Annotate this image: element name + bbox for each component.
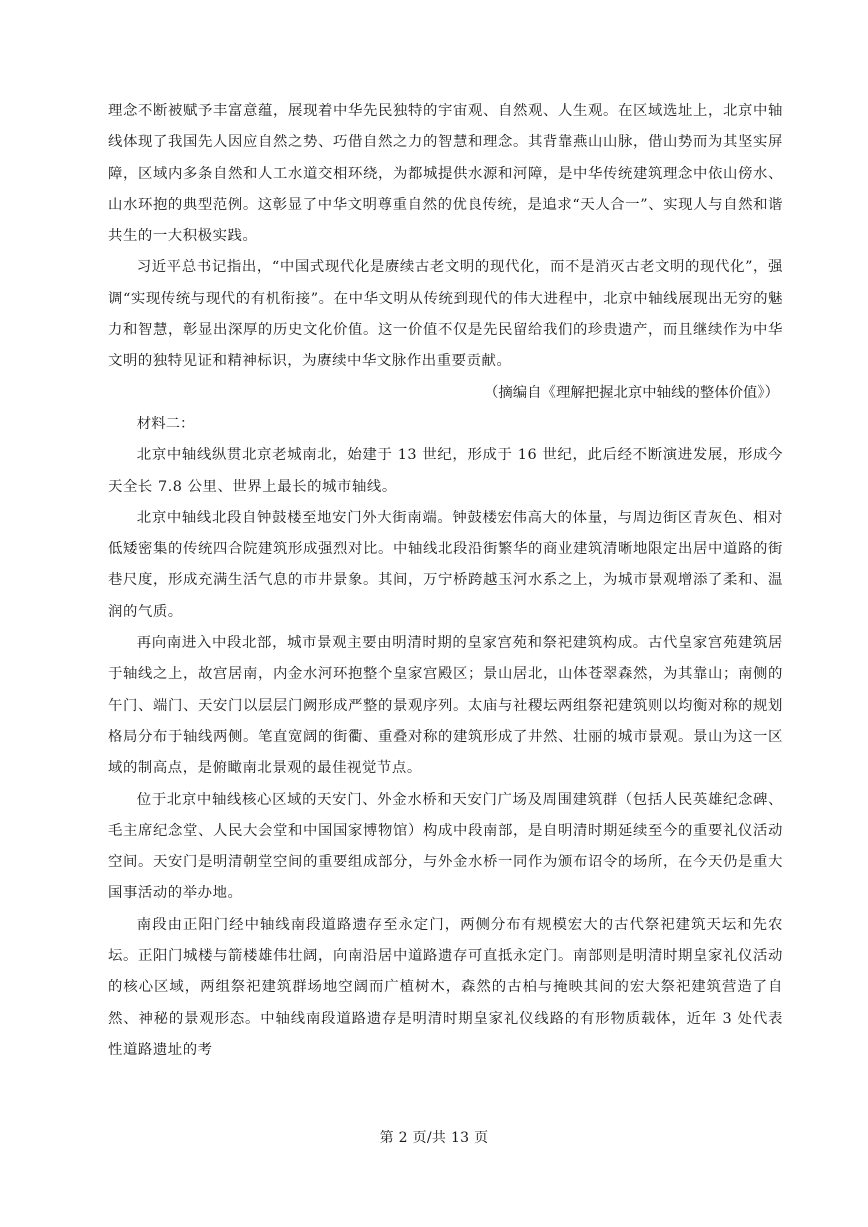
paragraph-4: 北京中轴线北段自钟鼓楼至地安门外大街南端。钟鼓楼宏伟高大的体量，与周边街区青灰色、相对低矮密集的传统四合院建筑形成强烈对比。中轴线北段沿街繁华的商业建筑清晰地限定出居中道路的街巷尺度，形成充满生活气息的市井景象。其间，万宁桥跨越玉河水系之上，为城市景观增添了柔和、温润的气质。 xyxy=(108,509,783,620)
article-body xyxy=(108,96,783,1066)
paragraph-7: 南段由正阳门经中轴线南段道路遗存至永定门，两侧分布有规模宏大的古代祭祀建筑天坛和先农坛。正阳门城楼与箭楼雄伟壮阔，向南沿居中道路遗存可直抵永定门。南部则是明清时期皇家礼仪活动的核心区域，两组祭祀建筑群场地空阔而广植树木，森然的古柏与掩映其间的宏大祭祀建筑营造了自然、神秘的景观形态。中轴线南段道路遗存是明清时期皇家礼仪线路的有形物质载体，近年 3 处代表性道路遗址的考 xyxy=(108,916,783,1058)
page-number: 第 2 页/共 13 页 xyxy=(379,1130,489,1146)
paragraph-2: 习近平总书记指出，“中国式现代化是赓续古老文明的现代化，而不是消灭古老文明的现代化”，强调“实现传统与现代的有机衔接”。在中华文明从传统到现代的伟大进程中，北京中轴线展现出无穷的魅力和智慧，彰显出深厚的历史文化价值。这一价值不仅是先民留给我们的珍贵遗产，而且继续作为中华文明的独特见证和精神标识，为赓续中华文脉作出重要贡献。 xyxy=(108,259,783,370)
paragraph-3: 北京中轴线纵贯北京老城南北，始建于 13 世纪，形成于 16 世纪，此后经不断演进发展，形成今天全长 7.8 公里、世界上最长的城市轴线。 xyxy=(108,447,783,495)
source-citation: （摘编自《理解把握北京中轴线的整体价值》） xyxy=(483,384,779,401)
page-footer xyxy=(0,1127,868,1147)
paragraph-6: 位于北京中轴线核心区域的天安门、外金水桥和天安门广场及周围建筑群（包括人民英雄纪念碑、毛主席纪念堂、人民大会堂和中国国家博物馆）构成中段南部，是自明清时期延续至今的重要礼仪活动空间。天安门是明清朝堂空间的重要组成部分，与外金水桥一同作为颁布诏令的场所，在今天仍是重大国事活动的举办地。 xyxy=(108,791,783,902)
material-label: 材料二： xyxy=(136,415,195,432)
paragraph-1: 理念不断被赋予丰富意蕴，展现着中华先民独特的宇宙观、自然观、人生观。在区域选址上，北京中轴线体现了我国先人因应自然之势、巧借自然之力的智慧和理念。其背靠燕山山脉，借山势而为其坚实屏障，区域内多条自然和人工水道交相环绕，为都城提供水源和河障，是中华传统建筑理念中依山傍水、山水环抱的典型范例。这彰显了中华文明尊重自然的优良传统，是追求“天人合一”、实现人与自然和谐共生的一大积极实践。 xyxy=(108,103,783,245)
paragraph-5: 再向南进入中段北部，城市景观主要由明清时期的皇家宫苑和祭祀建筑构成。古代皇家宫苑建筑居于轴线之上，故宫居南，内金水河环抱整个皇家宫殿区；景山居北，山体苍翠森然，为其靠山；南侧的午门、端门、天安门以层层门阙形成严整的景观序列。太庙与社稷坛两组祭祀建筑则以均衡对称的规划格局分布于轴线两侧。笔直宽阔的街衢、重叠对称的建筑形成了井然、壮丽的城市景观。景山为这一区域的制高点，是俯瞰南北景观的最佳视觉节点。 xyxy=(108,635,783,777)
